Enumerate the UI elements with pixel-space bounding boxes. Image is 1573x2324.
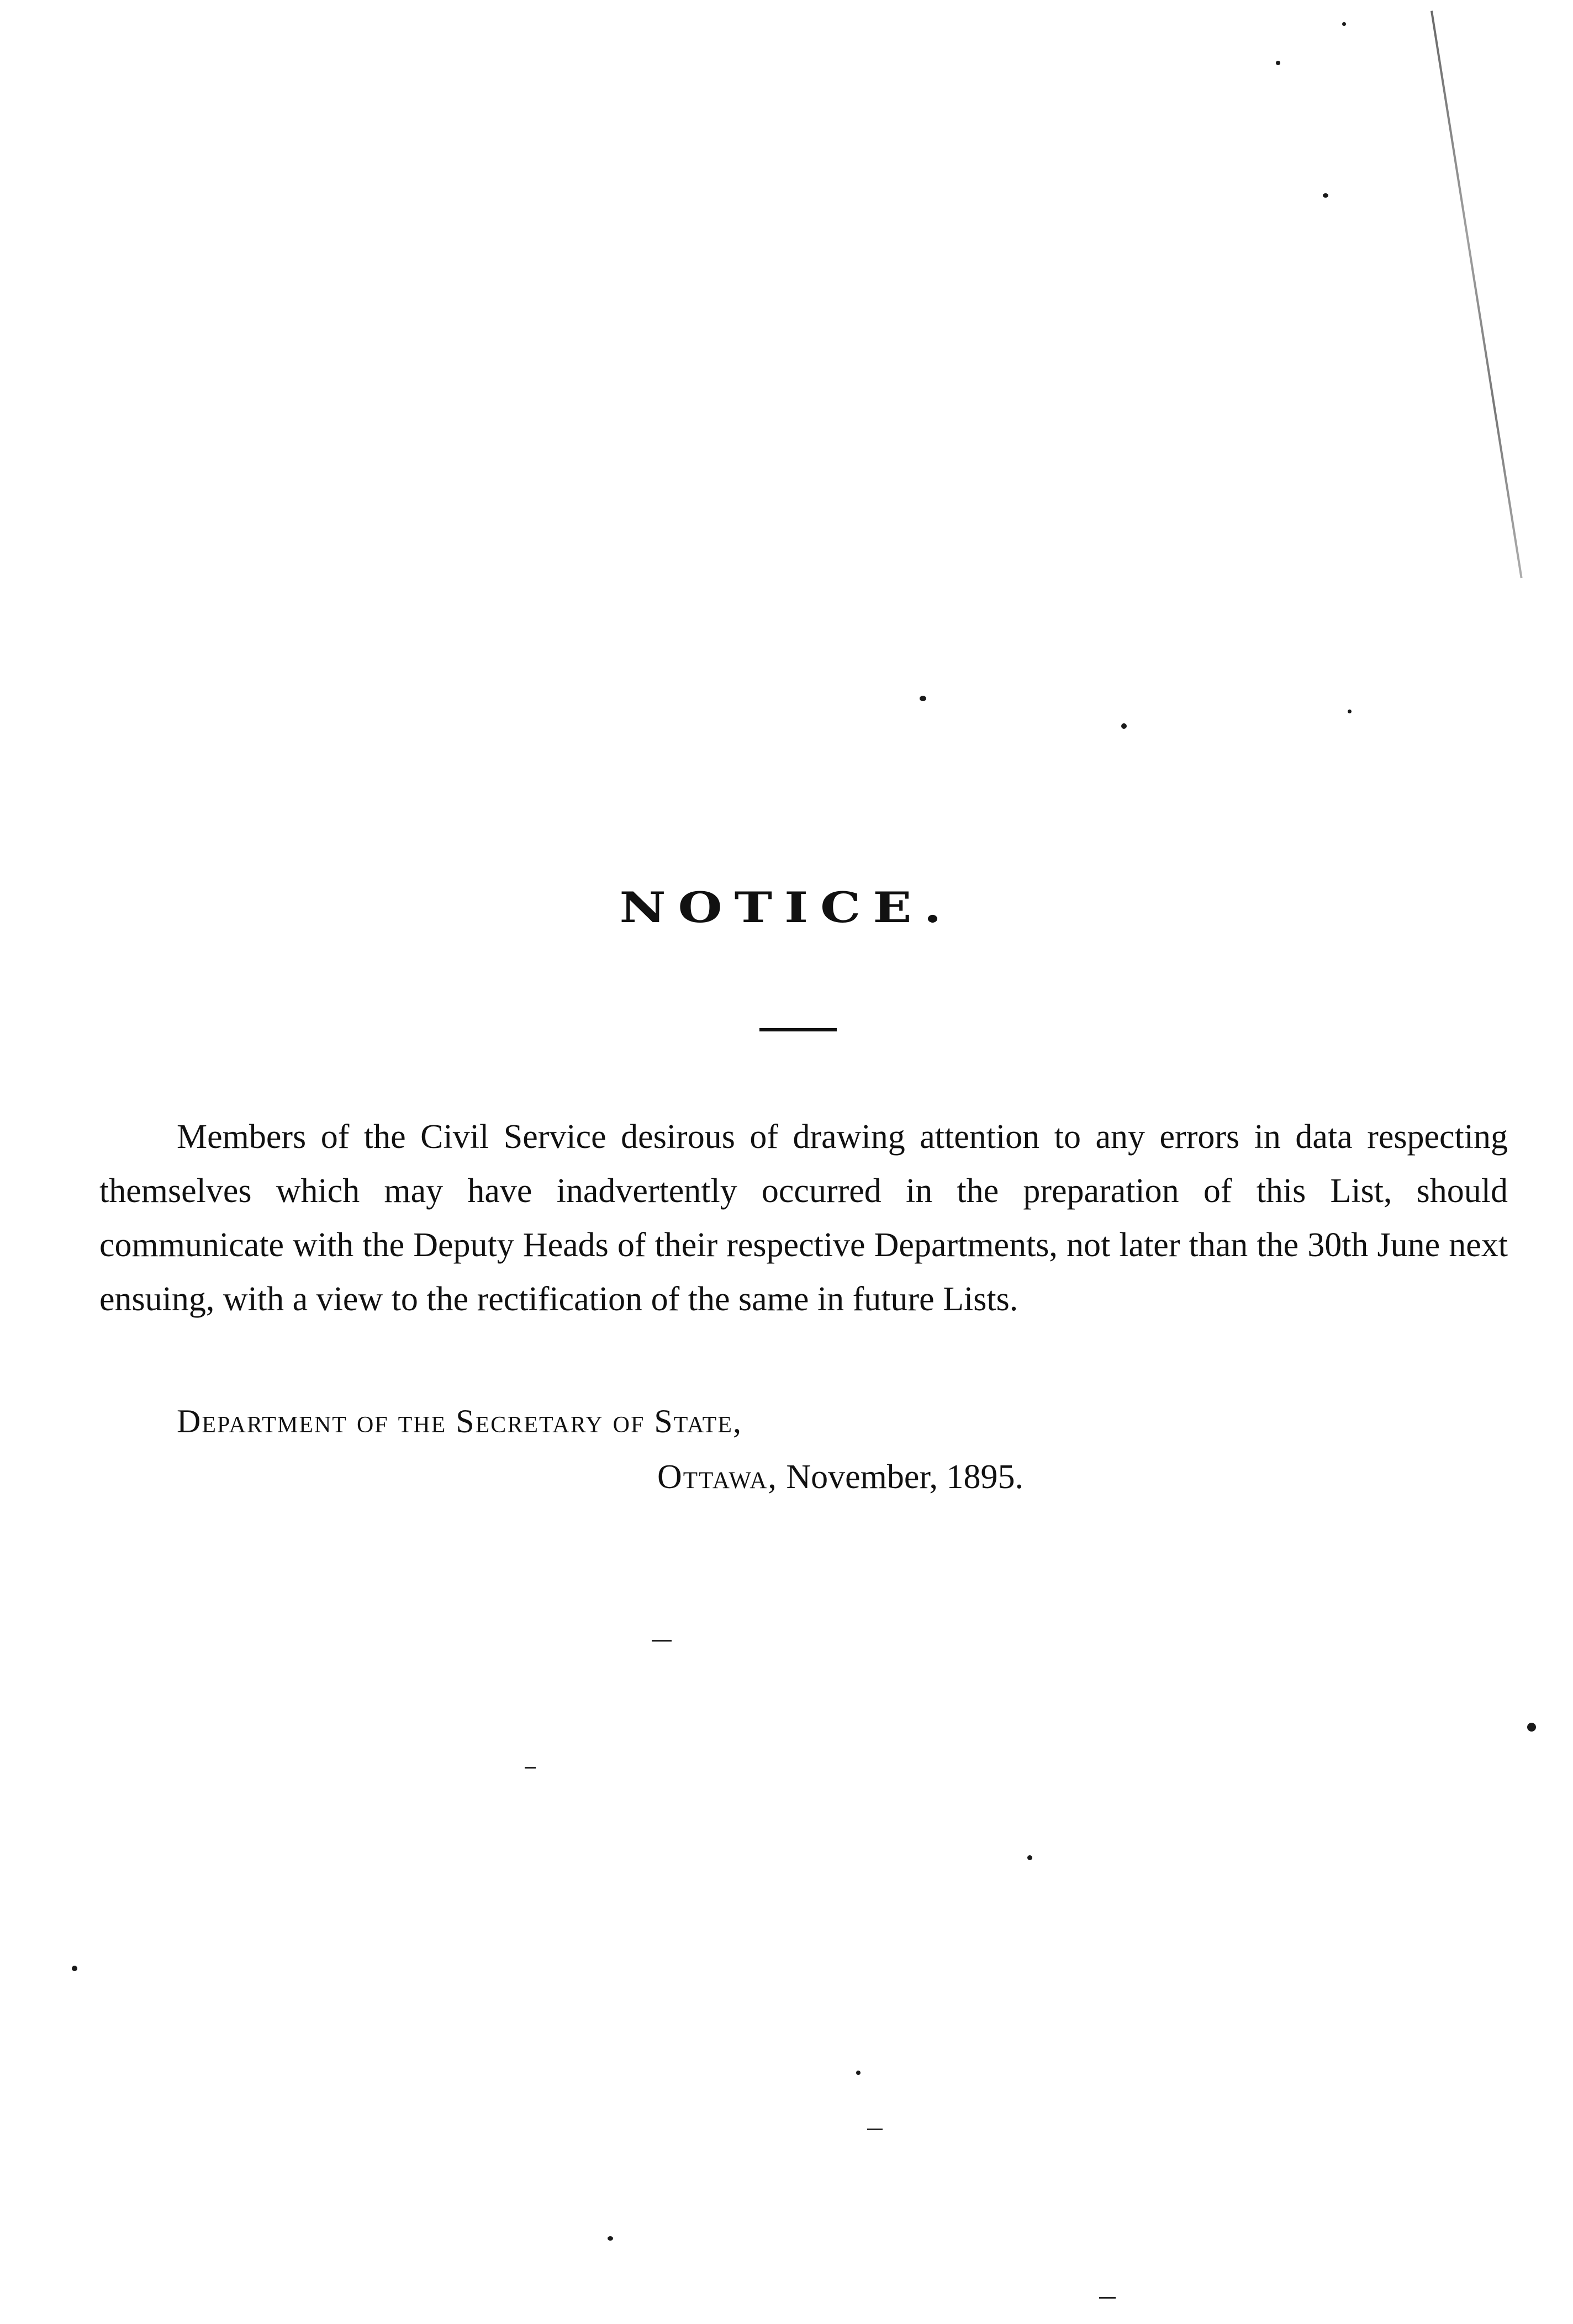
scan-mark <box>525 1767 536 1769</box>
scan-mark <box>652 1640 672 1642</box>
scan-mark <box>867 2129 883 2130</box>
speck <box>1348 710 1352 713</box>
speck <box>1121 723 1127 729</box>
scan-edge-artifact <box>1431 10 1523 578</box>
speck <box>72 1966 77 1971</box>
department-signature: Department of the Secretary of State, <box>177 1403 742 1439</box>
title-rule <box>759 1028 837 1031</box>
speck <box>1276 61 1280 65</box>
notice-date: November, 1895. <box>786 1458 1024 1496</box>
speck <box>1027 1855 1032 1860</box>
scan-mark <box>1099 2297 1116 2299</box>
speck <box>1323 193 1328 198</box>
speck <box>1527 1723 1536 1732</box>
speck <box>920 696 926 701</box>
page-title: NOTICE. <box>619 883 954 933</box>
speck <box>1342 22 1346 26</box>
city-name: Ottawa, <box>657 1458 778 1496</box>
notice-body <box>99 1110 1508 1326</box>
speck <box>856 2071 861 2075</box>
notice-paragraph: Members of the Civil Service desirous of drawing attention to any errors in data respecting themselves which may have inadvertently occurred in the preparation of this List, should communicate with the Deputy Heads of their respective Departments, not later than the 30th June next ensuing, with a view to the rectification of the same in future Lists. <box>99 1118 1508 1318</box>
place-and-date <box>657 1458 1023 1497</box>
speck <box>608 2236 613 2241</box>
